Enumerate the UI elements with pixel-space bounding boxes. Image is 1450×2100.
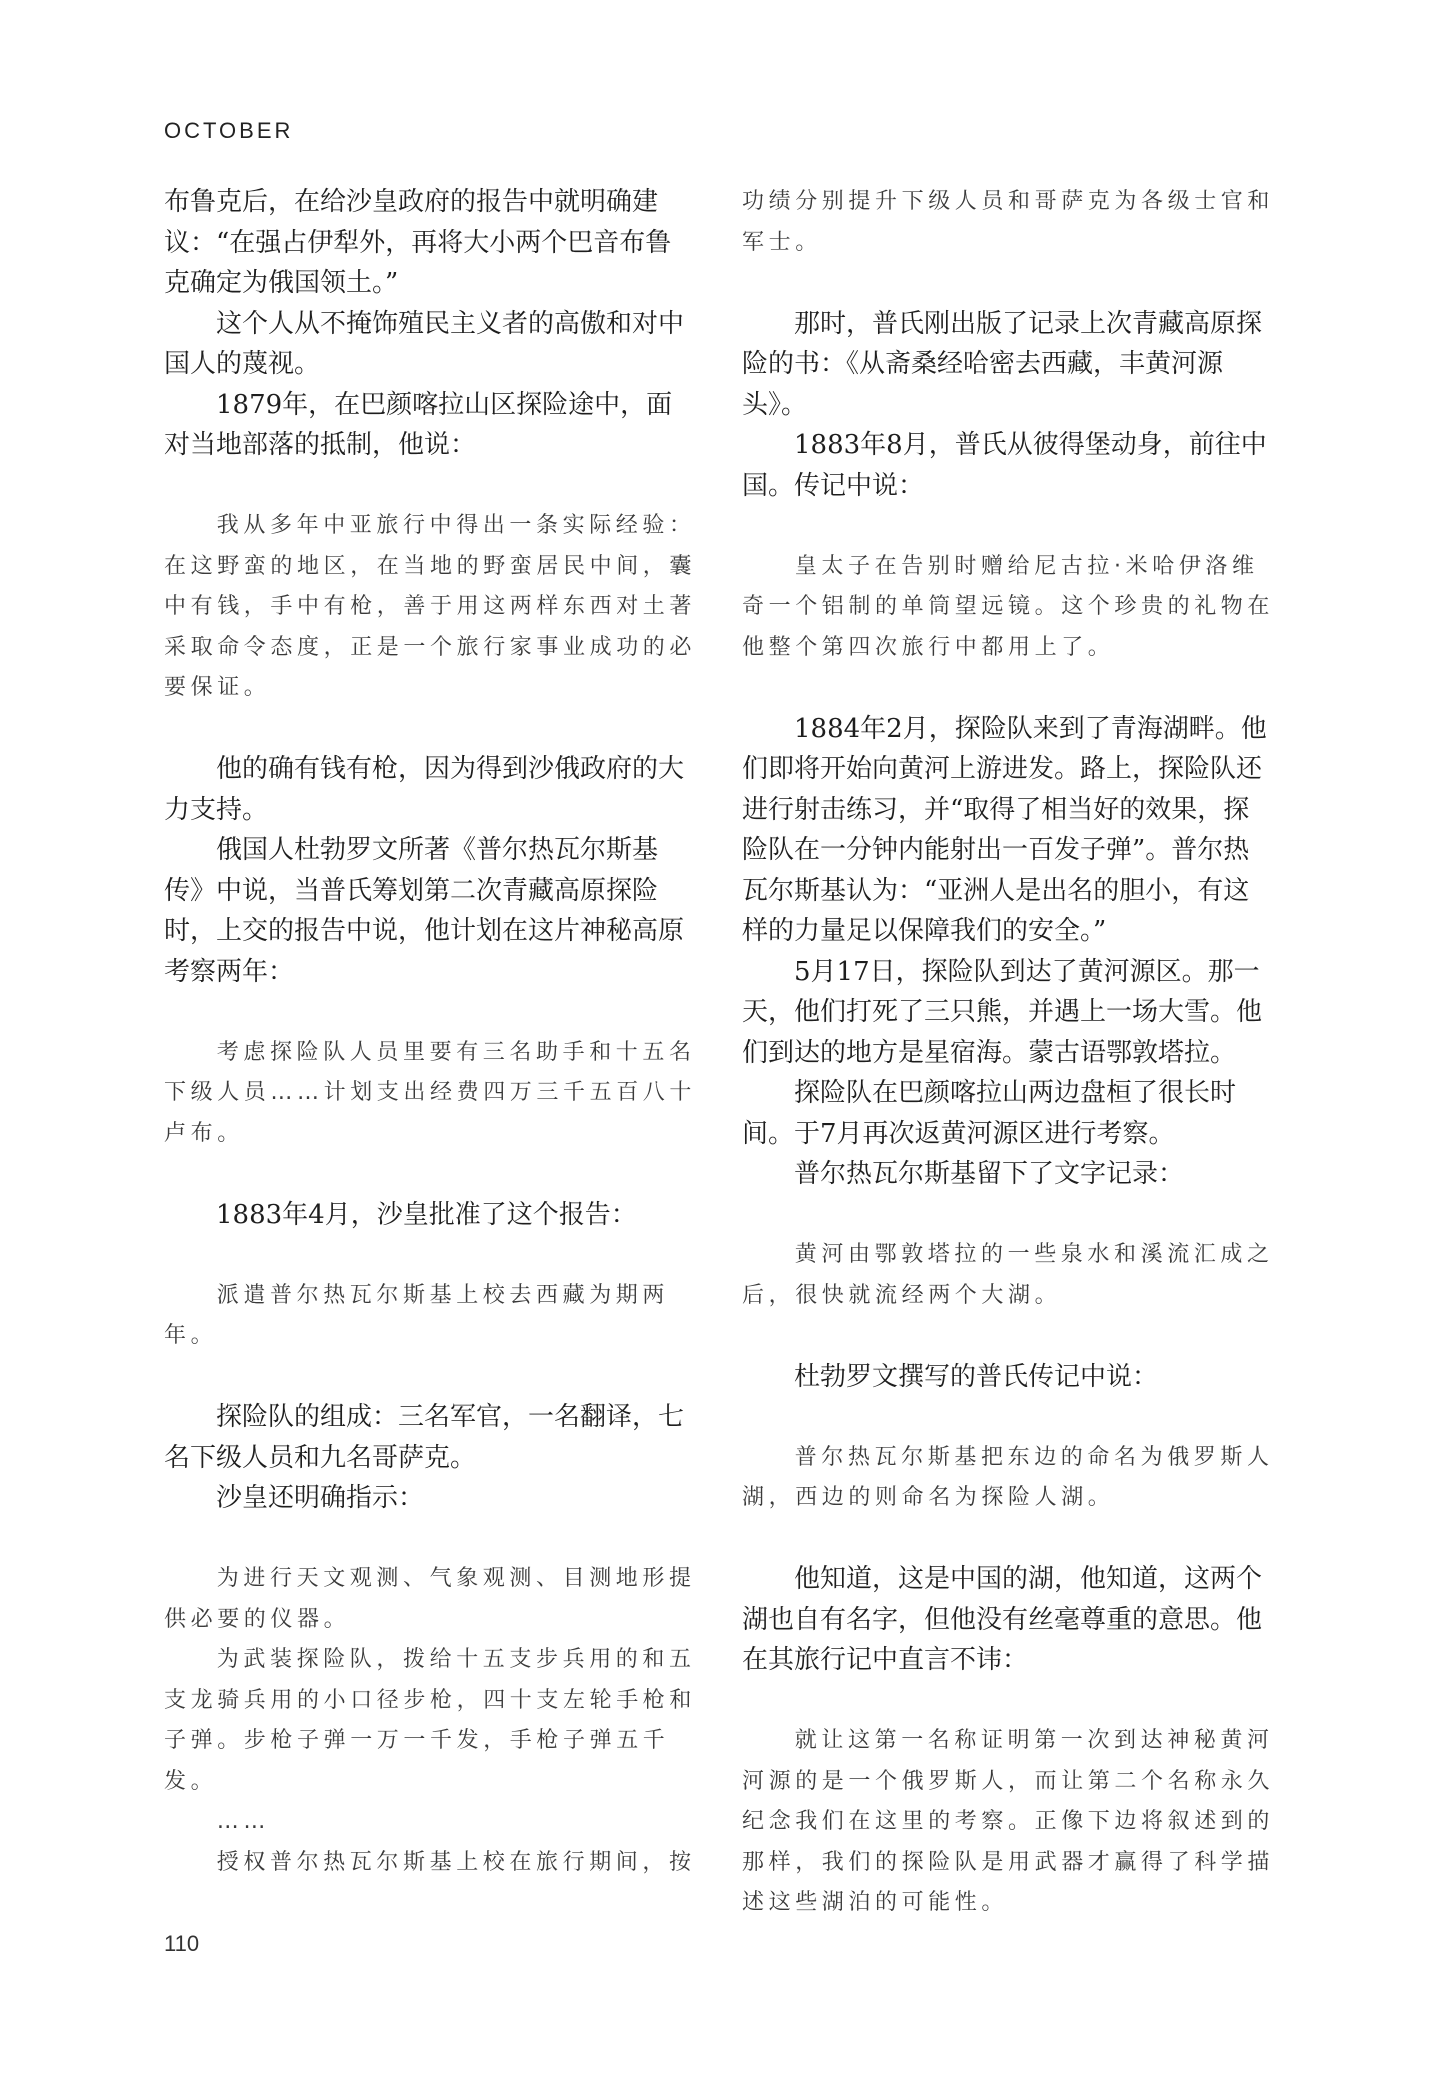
- right-column: [742, 182, 1275, 1924]
- body-paragraph: 探险队的组成：三名军官，一名翻译，七名下级人员和九名哥萨克。: [164, 1402, 685, 1473]
- body-paragraph: 杜勃罗文撰写的普氏传记中说：: [794, 1361, 1159, 1392]
- body-paragraph: 普尔热瓦尔斯基留下了文字记录：: [794, 1159, 1185, 1189]
- running-header: OCTOBER: [164, 118, 294, 143]
- block-quote: 黄河由鄂敦塔拉的一些泉水和溪流汇成之后，很快就流经两个大湖。: [742, 1242, 1274, 1308]
- block-quote: ……: [216, 1809, 270, 1834]
- body-paragraph: 1879年，在巴颜喀拉山区探险途中，面对当地部落的抵制，他说：: [164, 389, 673, 460]
- left-column: [164, 182, 697, 1883]
- body-paragraph: 探险队在巴颜喀拉山两边盘桓了很长时间。于7月再次返黄河源区进行考察。: [742, 1078, 1237, 1149]
- body-paragraph: 布鲁克后，在给沙皇政府的报告中就明确建议：“在强占伊犁外，再将大小两个巴音布鲁克确定为俄国领土。”: [164, 187, 672, 298]
- page-number: 110: [164, 1931, 200, 1956]
- block-quote: 我从多年中亚旅行中得出一条实际经验：在这野蛮的地区，在当地的野蛮居民中间，囊中有钱，手中有枪，善于用这两样东西对土著采取命令态度，正是一个旅行家事业成功的必要保证。: [164, 513, 697, 700]
- body-paragraph: 他的确有钱有枪，因为得到沙俄政府的大力支持。: [164, 754, 685, 825]
- body-paragraph: 那时，普氏刚出版了记录上次青藏高原探险的书：《从斋桑经哈密去西藏，丰黄河源头》。: [742, 308, 1263, 420]
- body-paragraph: 沙皇还明确指示：: [216, 1483, 425, 1513]
- block-quote: 考虑探险队人员里要有三名助手和十五名下级人员……计划支出经费四万三千五百八十卢布。: [164, 1039, 697, 1146]
- body-paragraph: 俄国人杜勃罗文所著《普尔热瓦尔斯基传》中说，当普氏筹划第二次青藏高原探险时，上交的报告中说，他计划在这片神秘高原考察两年：: [164, 835, 685, 987]
- block-quote: 授权普尔热瓦尔斯基上校在旅行期间，按: [216, 1849, 696, 1875]
- body-paragraph: 1884年2月，探险队来到了青海湖畔。他们即将开始向黄河上游进发。路上，探险队还进行射击练习，并“取得了相当好的效果，探险队在一分钟内能射出一百发子弹”。普尔热瓦尔斯基认为：“亚洲人是出名的胆小，有这样的力量足以保障我们的安全。”: [742, 713, 1267, 946]
- body-paragraph: 5月17日，探险队到达了黄河源区。那一天，他们打死了三只熊，并遇上一场大雪。他们到达的地方是星宿海。蒙古语鄂敦塔拉。: [742, 956, 1263, 1068]
- block-quote: 皇太子在告别时赠给尼古拉·米哈伊洛维奇一个铝制的单筒望远镜。这个珍贵的礼物在他整个第四次旅行中都用上了。: [742, 553, 1275, 660]
- body-paragraph: 1883年4月，沙皇批准了这个报告：: [216, 1199, 637, 1230]
- block-quote: 普尔热瓦尔斯基把东边的命名为俄罗斯人湖，西边的则命名为探险人湖。: [742, 1444, 1274, 1510]
- body-paragraph: 1883年8月，普氏从彼得堡动身，前往中国。传记中说：: [742, 430, 1267, 501]
- block-quote: 派遣普尔热瓦尔斯基上校去西藏为期两年。: [164, 1282, 669, 1348]
- block-quote: 为进行天文观测、气象观测、目测地形提供必要的仪器。: [164, 1566, 696, 1632]
- block-quote: 为武装探险队，拨给十五支步兵用的和五支龙骑兵用的小口径步枪，四十支左轮手枪和子弹。步枪子弹一万一千发，手枪子弹五千发。: [164, 1647, 697, 1794]
- block-quote: 功绩分别提升下级人员和哥萨克为各级士官和军士。: [742, 189, 1275, 255]
- body-paragraph: 他知道，这是中国的湖，他知道，这两个湖也自有名字，但他没有丝毫尊重的意思。他在其旅行记中直言不讳：: [742, 1564, 1263, 1675]
- body-paragraph: 这个人从不掩饰殖民主义者的高傲和对中国人的蔑视。: [164, 308, 685, 379]
- block-quote: 就让这第一名称证明第一次到达神秘黄河河源的是一个俄罗斯人，而让第二个名称永久纪念我们在这里的考察。正像下边将叙述到的那样，我们的探险队是用武器才赢得了科学描述这些湖泊的可能性。: [742, 1728, 1275, 1915]
